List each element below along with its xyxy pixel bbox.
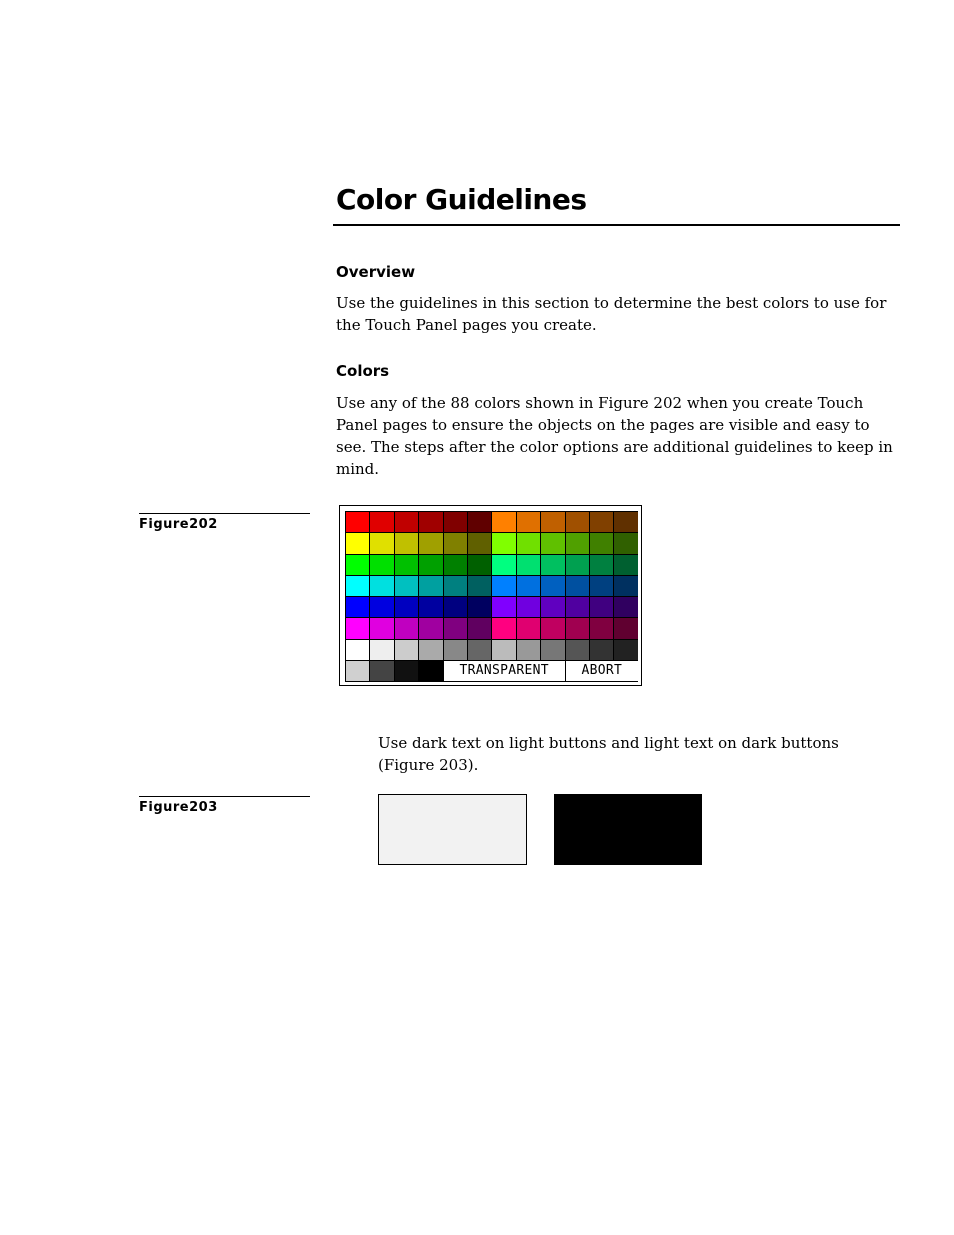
- color-swatch[interactable]: [346, 533, 369, 553]
- color-swatch[interactable]: [590, 597, 613, 617]
- color-swatch[interactable]: [419, 576, 442, 596]
- color-swatch[interactable]: [492, 512, 515, 532]
- color-swatch[interactable]: [346, 597, 369, 617]
- color-swatch[interactable]: [566, 597, 589, 617]
- color-swatch[interactable]: [541, 640, 564, 660]
- color-swatch[interactable]: [346, 640, 369, 660]
- color-swatch[interactable]: [370, 640, 393, 660]
- color-swatch[interactable]: [614, 555, 637, 575]
- color-swatch[interactable]: [468, 618, 491, 638]
- color-swatch[interactable]: [614, 533, 637, 553]
- color-swatch[interactable]: [468, 555, 491, 575]
- color-swatch[interactable]: [566, 555, 589, 575]
- color-swatch[interactable]: [492, 640, 515, 660]
- color-swatch[interactable]: [346, 576, 369, 596]
- color-swatch[interactable]: [614, 640, 637, 660]
- color-palette-grid: [345, 511, 638, 682]
- color-swatch[interactable]: [590, 512, 613, 532]
- color-swatch[interactable]: [566, 618, 589, 638]
- color-swatch[interactable]: [517, 533, 540, 553]
- color-swatch[interactable]: [517, 618, 540, 638]
- color-swatch[interactable]: [444, 640, 467, 660]
- color-swatch[interactable]: [492, 533, 515, 553]
- tip-text: Use dark text on light buttons and light text on dark buttons (Figure 203).: [378, 734, 839, 774]
- color-swatch[interactable]: [590, 555, 613, 575]
- color-swatch[interactable]: [517, 640, 540, 660]
- color-swatch[interactable]: [468, 640, 491, 660]
- abort-button[interactable]: ABORT: [566, 661, 638, 681]
- color-swatch[interactable]: [419, 618, 442, 638]
- color-swatch[interactable]: [541, 618, 564, 638]
- color-swatch[interactable]: [566, 512, 589, 532]
- color-swatch[interactable]: [492, 555, 515, 575]
- color-swatch[interactable]: [419, 661, 442, 681]
- transparent-button[interactable]: TRANSPARENT: [444, 661, 565, 681]
- color-swatch[interactable]: [395, 661, 418, 681]
- color-swatch[interactable]: [370, 555, 393, 575]
- color-swatch[interactable]: [370, 533, 393, 553]
- color-swatch[interactable]: [541, 555, 564, 575]
- color-swatch[interactable]: [370, 618, 393, 638]
- color-swatch[interactable]: [541, 576, 564, 596]
- color-swatch[interactable]: [566, 576, 589, 596]
- color-swatch[interactable]: [590, 533, 613, 553]
- color-swatch[interactable]: [419, 640, 442, 660]
- light-button-sample: [378, 794, 527, 865]
- color-swatch[interactable]: [590, 618, 613, 638]
- color-swatch[interactable]: [444, 512, 467, 532]
- color-swatch[interactable]: [419, 533, 442, 553]
- color-swatch[interactable]: [395, 512, 418, 532]
- overview-heading: Overview: [336, 263, 416, 281]
- color-swatch[interactable]: [395, 533, 418, 553]
- color-swatch[interactable]: [419, 555, 442, 575]
- colors-text: Use any of the 88 colors shown in Figure 202 when you create Touch Panel pages to ensure the objects on the pages are visible and easy to see. The steps after the color options are additional guidelines to keep in mind.: [336, 394, 893, 478]
- color-swatch[interactable]: [395, 640, 418, 660]
- color-palette: [339, 505, 642, 686]
- color-swatch[interactable]: [566, 640, 589, 660]
- color-swatch[interactable]: [370, 576, 393, 596]
- color-swatch[interactable]: [590, 640, 613, 660]
- color-swatch[interactable]: [614, 618, 637, 638]
- color-swatch[interactable]: [541, 597, 564, 617]
- color-swatch[interactable]: [468, 597, 491, 617]
- color-swatch[interactable]: [541, 533, 564, 553]
- color-swatch[interactable]: [541, 512, 564, 532]
- color-swatch[interactable]: [566, 533, 589, 553]
- dark-button-sample: [554, 794, 702, 865]
- color-swatch[interactable]: [395, 618, 418, 638]
- color-swatch[interactable]: [370, 597, 393, 617]
- color-swatch[interactable]: [468, 576, 491, 596]
- overview-text: Use the guidelines in this section to determine the best colors to use for the Touch Panel pages you create.: [336, 294, 887, 334]
- color-swatch[interactable]: [492, 597, 515, 617]
- color-swatch[interactable]: [444, 533, 467, 553]
- color-swatch[interactable]: [468, 512, 491, 532]
- color-swatch[interactable]: [395, 576, 418, 596]
- color-swatch[interactable]: [346, 618, 369, 638]
- color-swatch[interactable]: [370, 512, 393, 532]
- color-swatch[interactable]: [395, 555, 418, 575]
- color-swatch[interactable]: [590, 576, 613, 596]
- color-swatch[interactable]: [614, 597, 637, 617]
- color-swatch[interactable]: [468, 533, 491, 553]
- color-swatch[interactable]: [419, 597, 442, 617]
- color-swatch[interactable]: [517, 597, 540, 617]
- color-swatch[interactable]: [614, 576, 637, 596]
- color-swatch[interactable]: [444, 597, 467, 617]
- color-swatch[interactable]: [370, 661, 393, 681]
- color-swatch[interactable]: [444, 618, 467, 638]
- color-swatch[interactable]: [346, 661, 369, 681]
- color-swatch[interactable]: [492, 576, 515, 596]
- color-swatch[interactable]: [419, 512, 442, 532]
- color-swatch[interactable]: [444, 576, 467, 596]
- figure-202-label: Figure202: [139, 513, 310, 532]
- color-swatch[interactable]: [614, 512, 637, 532]
- color-swatch[interactable]: [395, 597, 418, 617]
- color-swatch[interactable]: [517, 512, 540, 532]
- color-swatch[interactable]: [517, 576, 540, 596]
- colors-heading: Colors: [336, 362, 390, 380]
- color-swatch[interactable]: [346, 555, 369, 575]
- color-swatch[interactable]: [444, 555, 467, 575]
- page-title: Color Guidelines: [336, 183, 587, 216]
- title-rule: [333, 224, 900, 226]
- figure-203-label: Figure203: [139, 796, 310, 815]
- color-swatch[interactable]: [492, 618, 515, 638]
- color-swatch[interactable]: [517, 555, 540, 575]
- color-swatch[interactable]: [346, 512, 369, 532]
